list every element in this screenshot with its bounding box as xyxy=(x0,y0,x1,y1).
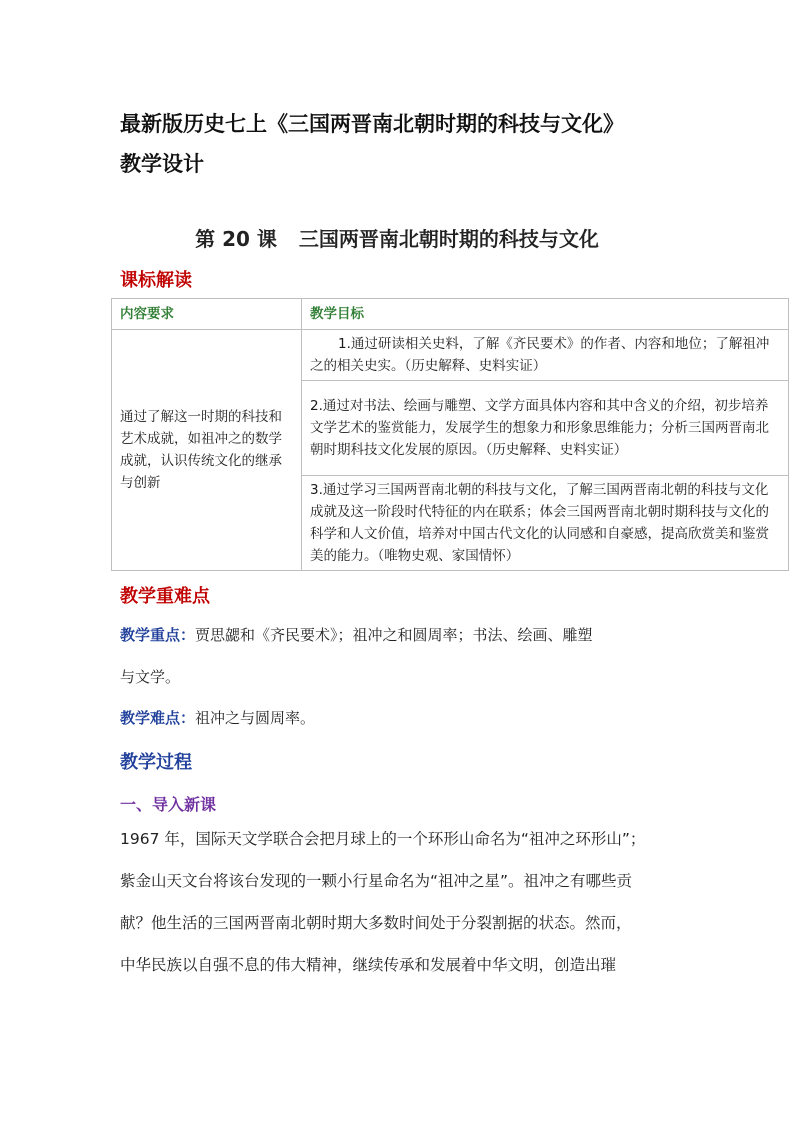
section-key-points-heading: 教学重难点 xyxy=(120,586,210,607)
header-teaching-goals: 教学目标 xyxy=(302,299,789,330)
key-point-label: 教学重点： xyxy=(120,626,196,644)
key-point-text: 贾思勰和《齐民要术》；祖冲之和圆周率；书法、绘画、雕塑 xyxy=(195,626,593,644)
document-title-line2: 教学设计 xyxy=(120,152,204,176)
intro-line: 1967 年，国际天文学联合会把月球上的一个环形山命名为“祖冲之环形山”； xyxy=(120,830,646,848)
document-title xyxy=(120,104,760,184)
intro-line: 紫金山天文台将该台发现的一颗小行星命名为“祖冲之星”。祖冲之有哪些贡 xyxy=(120,872,633,890)
difficult-point-text: 祖冲之与圆周率。 xyxy=(195,709,316,727)
table-header-row xyxy=(112,299,789,330)
goal-cell-2: 2.通过对书法、绘画与雕塑、文学方面具体内容和其中含义的介绍，初步培养文学艺术的鉴赏能力，发展学生的想象力和形象思维能力；分析三国两晋南北朝时期科技文化发展的原因。（历史解释、史料实证） xyxy=(302,381,789,476)
intro-line: 献？他生活的三国两晋南北朝时期大多数时间处于分裂割据的状态。然而， xyxy=(120,914,632,932)
goal-cell-1: 1.通过研读相关史料，了解《齐民要术》的作者、内容和地位；了解祖冲之的相关史实。（历史解释、史料实证） xyxy=(302,330,789,381)
section-process-heading: 教学过程 xyxy=(120,752,192,773)
key-point-paragraph xyxy=(120,624,690,645)
key-point-continuation: 与文学。 xyxy=(120,668,181,686)
subsection-intro-heading: 一、导入新课 xyxy=(120,795,217,814)
content-requirement-cell: 通过了解这一时期的科技和艺术成就，如祖冲之的数学成就，认识传统文化的继承与创新 xyxy=(112,330,302,571)
lesson-number: 第 20 课 xyxy=(195,227,277,251)
intro-paragraph xyxy=(120,818,700,986)
intro-line: 中华民族以自强不息的伟大精神，继续传承和发展着中华文明，创造出璀 xyxy=(120,956,617,974)
lesson-name: 三国两晋南北朝时期的科技与文化 xyxy=(298,227,599,251)
goal-cell-3: 3.通过学习三国两晋南北朝的科技与文化，了解三国两晋南北朝的科技与文化成就及这一阶段时代特征的内在联系；体会三国两晋南北朝时期科技与文化的科学和人文价值，培养对中国古代文化的认同感和自豪感，提高欣赏美和鉴赏美的能力。（唯物史观、家国情怀） xyxy=(302,476,789,571)
difficult-point-label: 教学难点： xyxy=(120,709,196,727)
table-row xyxy=(112,330,789,381)
section-standards-heading: 课标解读 xyxy=(120,270,192,291)
curriculum-table xyxy=(111,298,789,571)
lesson-heading xyxy=(0,223,794,252)
difficult-point-paragraph xyxy=(120,707,690,728)
document-title-line1: 最新版历史七上《三国两晋南北朝时期的科技与文化》 xyxy=(120,112,624,136)
header-content-requirement: 内容要求 xyxy=(112,299,302,330)
